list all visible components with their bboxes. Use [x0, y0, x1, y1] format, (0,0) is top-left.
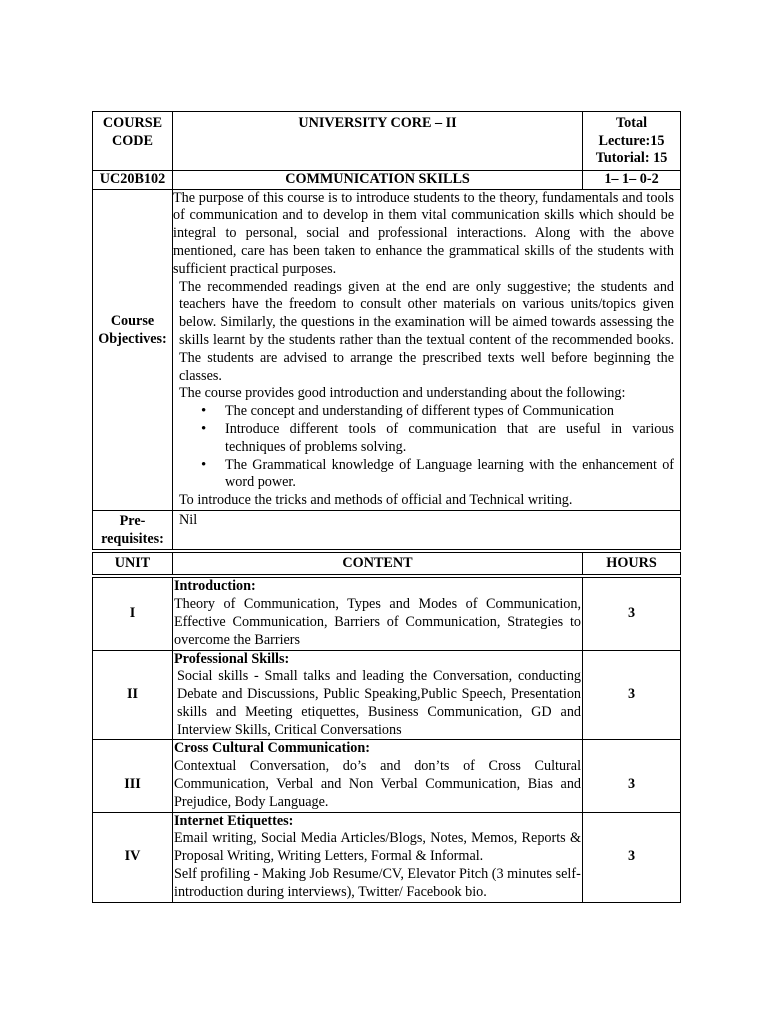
- unit-hours: 3: [583, 650, 681, 740]
- unit-body: Contextual Conversation, do’s and don’ts of Cross Cultural Communication, Verbal and Non Verbal Communication, Bias and Prejudice, Body Language.: [174, 758, 582, 810]
- unit-body: Theory of Communication, Types and Modes of Communication, Effective Communication, Barriers of Communication, Strategies to overcome the Barriers: [174, 596, 582, 648]
- list-item: • The concept and understanding of different types of Communication: [225, 403, 674, 421]
- unit-number: II: [93, 650, 173, 740]
- objectives-list: [173, 403, 674, 492]
- unit-number: III: [93, 740, 173, 812]
- tutorial-hours: Tutorial: 15: [595, 150, 668, 167]
- table-row: [93, 650, 681, 740]
- prereq-label: Pre-requisites:: [93, 510, 173, 549]
- header-row: [93, 112, 681, 171]
- unit-hours: 3: [583, 812, 681, 902]
- objectives-para-2: The recommended readings given at the end are only suggestive; the students and teachers have the freedom to consult other materials on various units/topics given below. Similarly, the questions in the examination will be aimed towards assessing the skills learnt by the students rather than the textual content of the recommended books. The students are advised to arrange the prescribed texts well before beginning the classes.: [179, 278, 675, 384]
- unit-body: Email writing, Social Media Articles/Blogs, Notes, Memos, Reports & Proposal Writing, Writing Letters, Formal & Informal.: [174, 830, 582, 865]
- course-code-label: COURSE CODE: [93, 112, 173, 171]
- hours-header: HOURS: [583, 552, 681, 575]
- unit-body-2: Self profiling - Making Job Resume/CV, Elevator Pitch (3 minutes self- introduction during interviews), Twitter/ Facebook bio.: [174, 866, 581, 900]
- objectives-content: [173, 189, 681, 510]
- lecture-hours: Lecture:15: [598, 132, 665, 149]
- unit-content: [173, 812, 583, 902]
- unit-header: UNIT: [93, 552, 173, 575]
- unit-title: Cross Cultural Communication:: [174, 740, 371, 757]
- unit-hours: 3: [583, 578, 681, 650]
- unit-hours: 3: [583, 740, 681, 812]
- unit-title: Introduction:: [174, 578, 256, 595]
- objectives-label: Course Objectives:: [93, 189, 173, 510]
- unit-body: Social skills - Small talks and leading the Conversation, conducting Debate and Discussions, Public Speaking,Public Speech, Presentation skills and Meeting etiquettes, Business Communication, GD and Interview Skills, Critical Conversations: [177, 668, 582, 738]
- ltp: 1– 1– 0-2: [583, 170, 681, 189]
- list-item: • Introduce different tools of communication that are useful in various techniques of problems solving.: [225, 421, 674, 457]
- course-category: UNIVERSITY CORE – II: [173, 112, 583, 171]
- course-code: UC20B102: [93, 170, 173, 189]
- content-header: CONTENT: [173, 552, 583, 575]
- unit-title: Internet Etiquettes:: [174, 812, 294, 829]
- units-header-row: [93, 552, 681, 575]
- unit-number: IV: [93, 812, 173, 902]
- objectives-para-4: To introduce the tricks and methods of official and Technical writing.: [179, 492, 573, 509]
- objectives-row: [93, 189, 681, 510]
- objectives-para-1: The purpose of this course is to introduce students to the theory, fundamentals and tools of communication and to develop in them vital communication skills which should be integral to personal, social and professional interactions. Along with the above mentioned, care has been taken to enhance the grammatical skills of the students with sufficient practical purposes.: [173, 189, 675, 277]
- unit-content: [173, 740, 583, 812]
- unit-title: Professional Skills:: [174, 650, 290, 667]
- list-item: • The Grammatical knowledge of Language learning with the enhancement of word power.: [225, 457, 674, 493]
- unit-content: [173, 578, 583, 650]
- course-code-row: [93, 170, 681, 189]
- credit-summary: [583, 112, 681, 171]
- total-label: Total: [616, 115, 648, 131]
- prereq-value: Nil: [173, 510, 681, 549]
- course-table: [92, 111, 681, 903]
- table-row: [93, 578, 681, 650]
- unit-number: I: [93, 578, 173, 650]
- unit-content: [173, 650, 583, 740]
- objectives-para-3: The course provides good introduction and understanding about the following:: [179, 385, 626, 402]
- prereq-row: [93, 510, 681, 549]
- table-row: [93, 740, 681, 812]
- table-row: [93, 812, 681, 902]
- course-name: COMMUNICATION SKILLS: [173, 170, 583, 189]
